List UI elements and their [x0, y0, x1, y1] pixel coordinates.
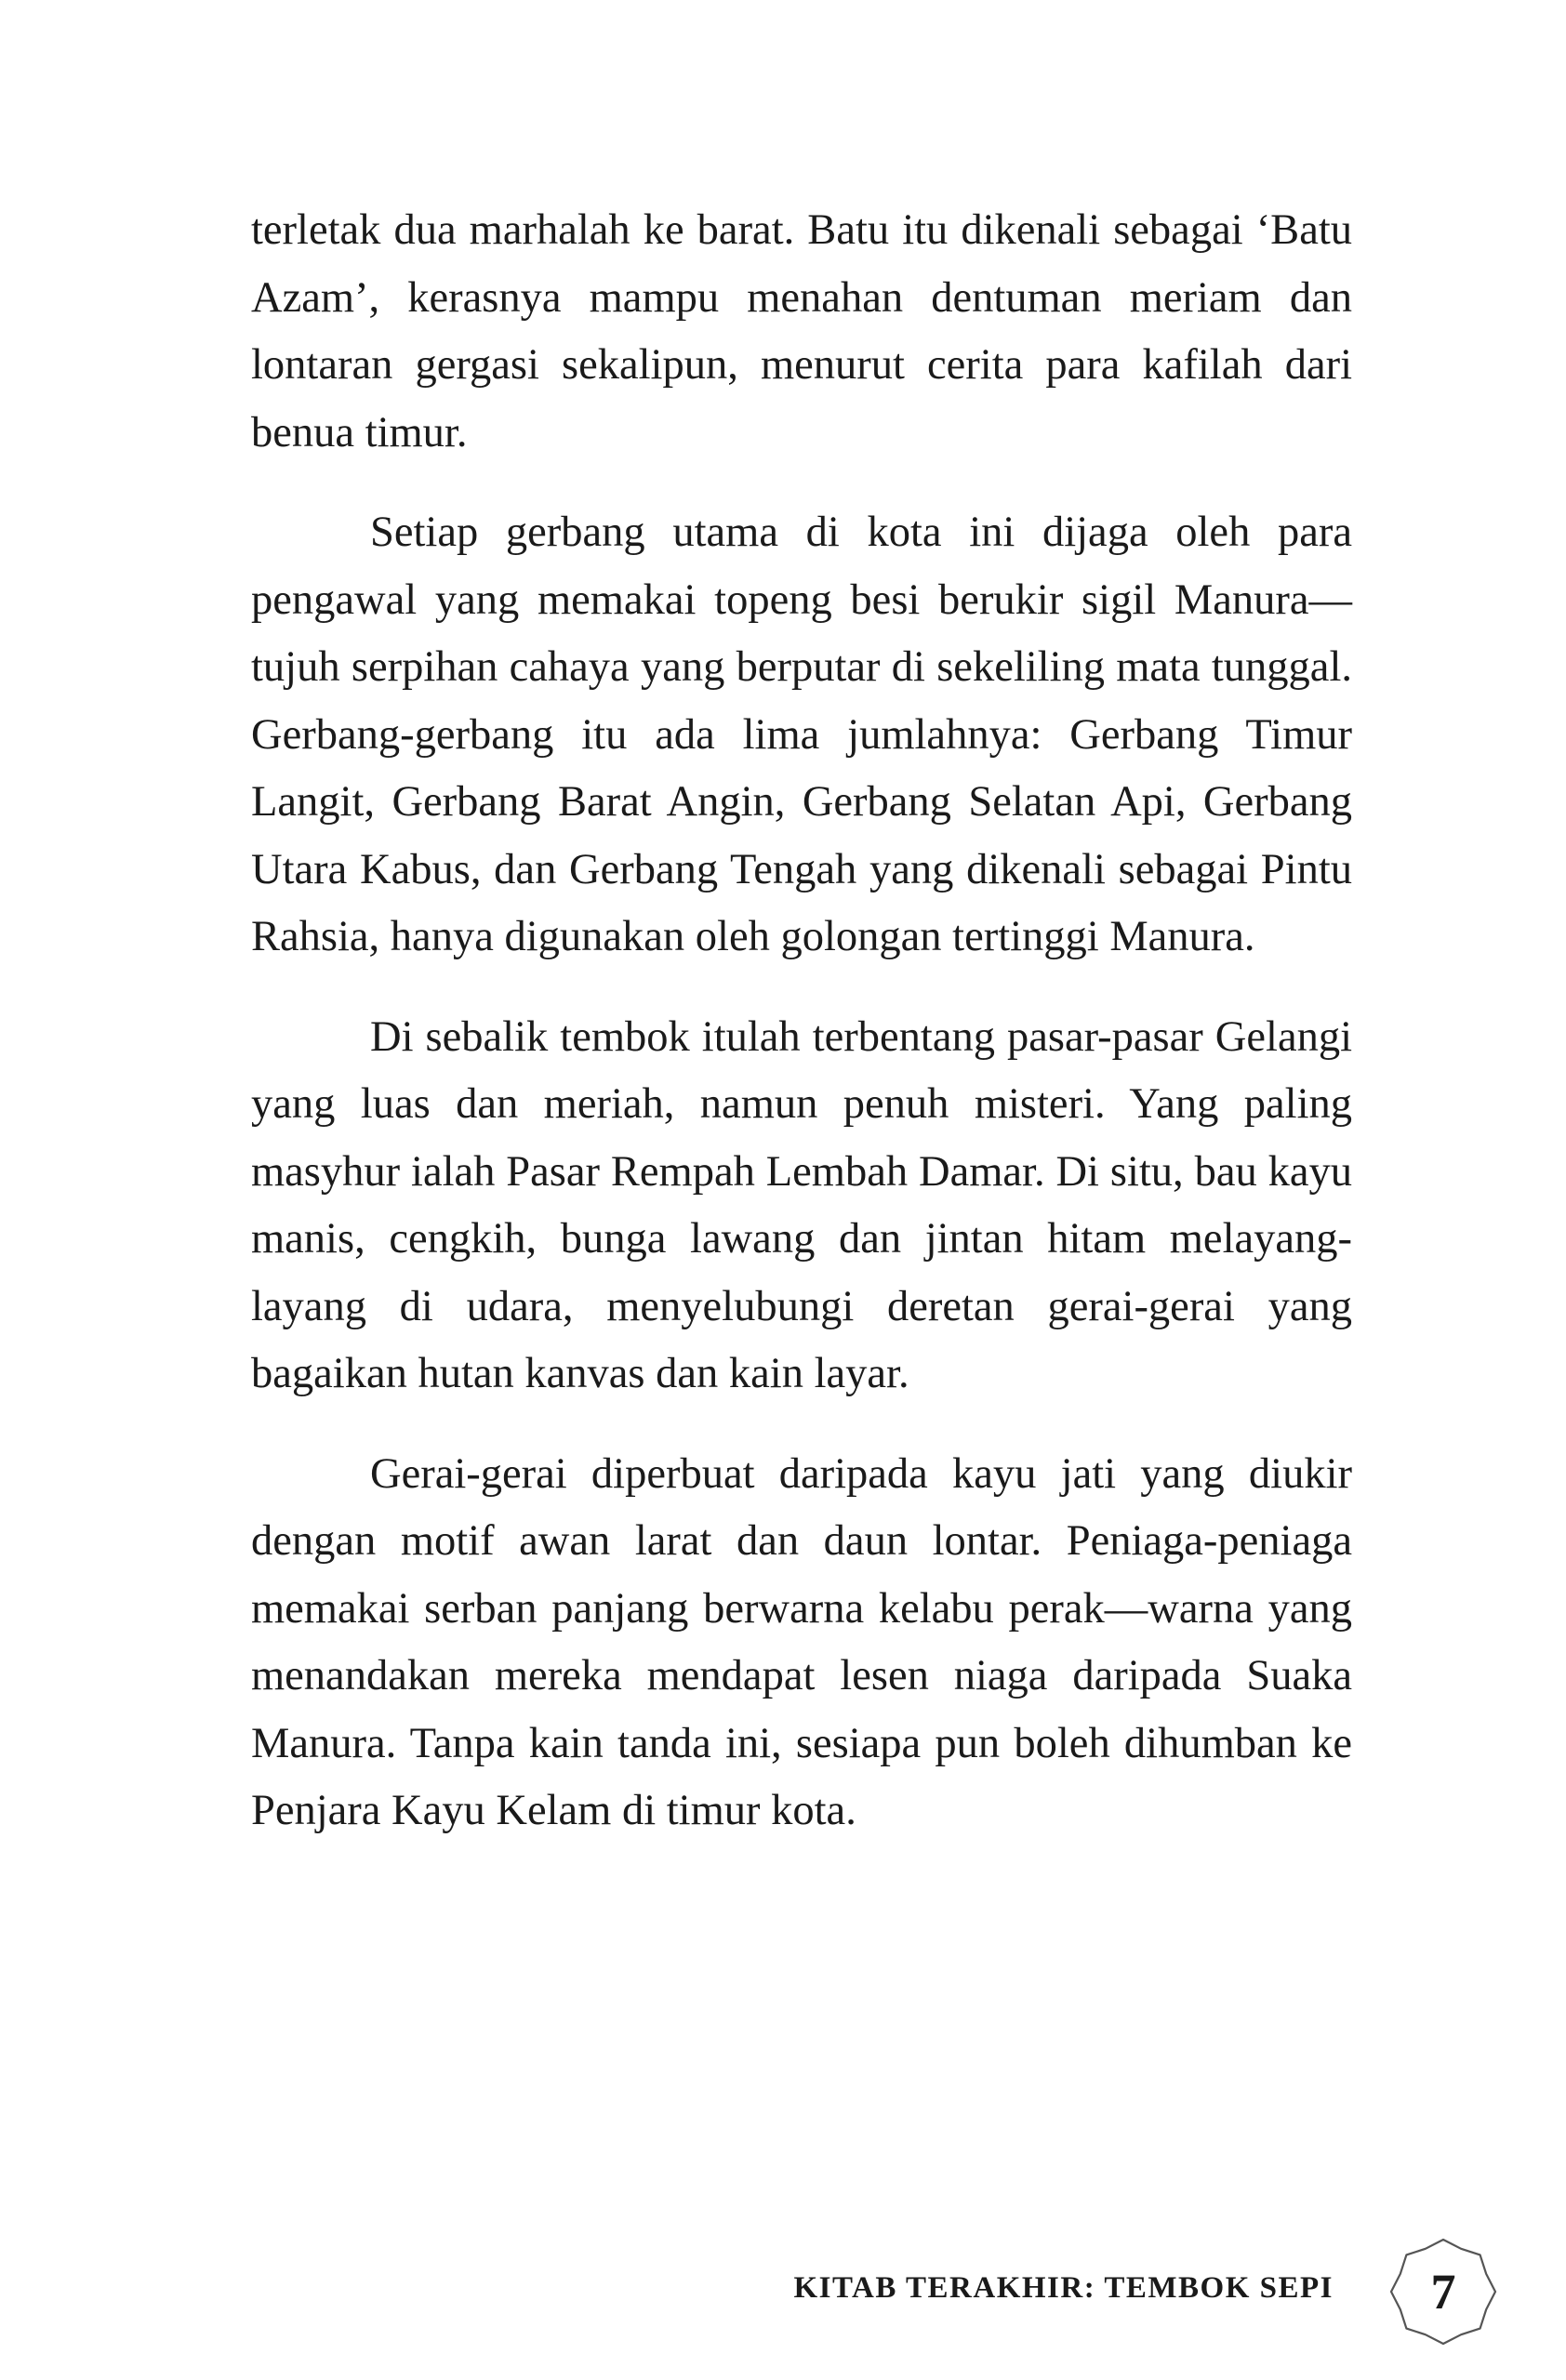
paragraph-2: Setiap gerbang utama di kota ini dijaga oleh para pengawal yang memakai topeng besi berukir sigil Manura—tujuh serpihan cahaya yang berputar di sekeliling mata tunggal. Gerbang-gerbang itu ada lima jumlahnya: Gerbang Timur Langit, Gerbang Barat Angin, Gerbang Selatan Api, Gerbang Utara Kabus, dan Gerbang Tengah yang dikenali sebagai Pintu Rahsia, hanya digunakan oleh golongan tertinggi Manura. [251, 509, 1352, 960]
paragraph-4: Gerai-gerai diperbuat daripada kayu jati yang diukir dengan motif awan larat dan daun lontar. Peniaga-peniaga memakai serban panjang berwarna kelabu perak—warna yang menandakan mereka mendapat lesen niaga daripada Suaka Manura. Tanpa kain tanda ini, sesiapa pun boleh dihumban ke Penjara Kayu Kelam di timur kota. [251, 1449, 1352, 1834]
running-title: KITAB TERAKHIR: TEMBOK SEPI [793, 2271, 1334, 2305]
page-number-badge [1387, 2236, 1499, 2347]
page-footer [0, 2236, 1566, 2347]
paragraph-3: Di sebalik tembok itulah terbentang pasar-pasar Gelangi yang luas dan meriah, namun penuh misteri. Yang paling masyhur ialah Pasar Rempah Lembah Damar. Di situ, bau kayu manis, cengkih, bunga lawang dan jintan hitam melayang-layang di udara, menyelubungi deretan gerai-gerai yang bagaikan hutan kanvas dan kain layar. [251, 1012, 1352, 1397]
paragraph-1: terletak dua marhalah ke barat. Batu itu dikenali sebagai ‘Batu Azam’, kerasnya mampu menahan dentuman meriam dan lontaran gergasi sekalipun, menurut cerita para kafilah dari benua timur. [251, 206, 1352, 456]
page-number: 7 [1430, 2264, 1456, 2320]
page-body [251, 197, 1352, 1878]
